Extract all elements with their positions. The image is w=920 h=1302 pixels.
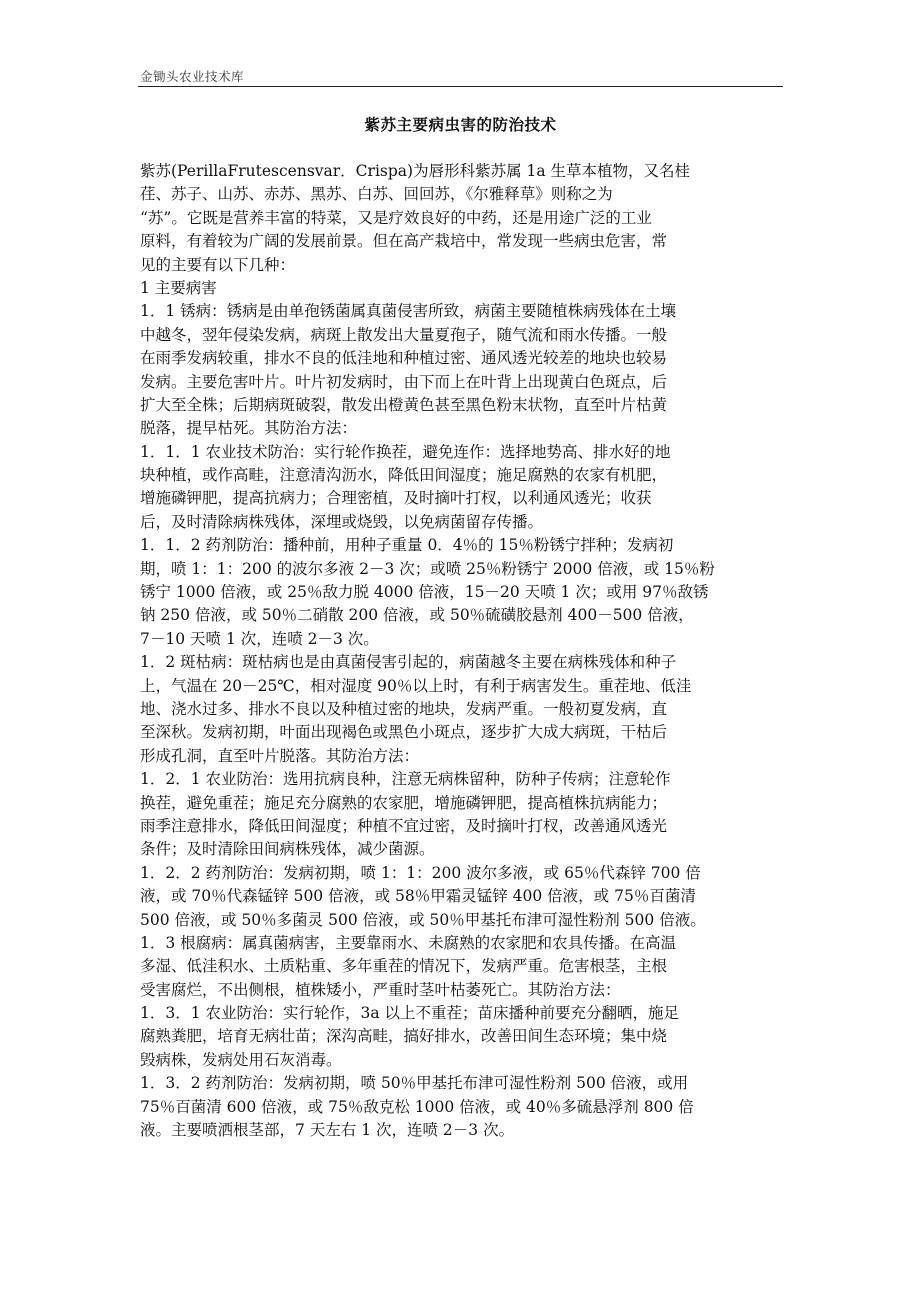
text-line: 紫苏(PerillaFrutescensvar．Crispa)为唇形科紫苏属 1a 生草本植物，又名桂 xyxy=(140,162,691,180)
text-line: 1．1．2 药剂防治：播种前，用种子重量 0．4％的 15％粉锈宁拌种；发病初 xyxy=(140,536,674,555)
text-line: 1．2．2 药剂防治：发病初期，喷 1：1：200 波尔多液，或 65％代森锌 700 倍 xyxy=(140,863,701,882)
paragraph xyxy=(140,862,790,932)
paragraph xyxy=(140,651,790,768)
text-line: 发病。主要危害叶片。叶片初发病时，由下而上在叶背上出现黄白色斑点，后 xyxy=(140,372,668,391)
text-line: 后，及时清除病株残体，深埋或烧毁，以免病菌留存传播。 xyxy=(140,512,544,531)
text-line: “苏”。它既是营养丰富的特菜，又是疗效良好的中药，还是用途广泛的工业 xyxy=(140,208,652,227)
text-line: 1．2 斑枯病：斑枯病也是由真菌侵害引起的，病菌越冬主要在病株残体和种子 xyxy=(140,653,677,672)
text-line: 在雨季发病较重，排水不良的低洼地和种植过密、通风透光较差的地块也较易 xyxy=(140,349,668,368)
text-line: 1．1．1 农业技术防治：实行轮作换茬，避免连作：选择地势高、排水好的地 xyxy=(140,442,671,461)
paragraph xyxy=(140,300,790,440)
text-line: 受害腐烂，不出侧根，植株矮小，严重时茎叶枯萎死亡。其防治方法： xyxy=(140,980,621,999)
text-line: 形成孔洞，直至叶片脱落。其防治方法： xyxy=(140,746,420,765)
text-line: 1．3 根腐病：属真菌病害，主要靠雨水、未腐熟的农家肥和农具传播。在高温 xyxy=(140,933,677,952)
paragraph xyxy=(140,932,790,1002)
text-line: 中越冬，翌年侵染发病，病斑上散发出大量夏孢子，随气流和雨水传播。一般 xyxy=(140,325,668,344)
text-line: 脱落，提早枯死。其防治方法： xyxy=(140,419,358,438)
text-line: 锈宁 1000 倍液，或 25％敌力脱 4000 倍液，15－20 天喷 1 次；或用 97％敌锈 xyxy=(140,583,709,602)
text-line: 原料，有着较为广阔的发展前景。但在高产栽培中，常发现一些病虫危害，常 xyxy=(140,232,668,251)
text-line: 腐熟粪肥，培育无病壮苗；深沟高畦，搞好排水，改善田间生态环境；集中烧 xyxy=(140,1027,668,1046)
text-line: 75％百菌清 600 倍液，或 75％敌克松 1000 倍液，或 40％多硫悬浮剂 800 倍 xyxy=(140,1097,694,1116)
text-line: 增施磷钾肥，提高抗病力；合理密植，及时摘叶打杈，以利通风透光；收获 xyxy=(140,489,652,508)
text-line: 条件；及时清除田间病株残体，减少菌源。 xyxy=(140,840,435,859)
text-line: 1 主要病害 xyxy=(140,278,217,297)
text-line: 500 倍液，或 50％多菌灵 500 倍液，或 50％甲基托布津可湿性粉剂 500 倍液。 xyxy=(140,910,706,929)
text-line: 多湿、低洼积水、土质粘重、多年重茬的情况下，发病严重。危害根茎，主根 xyxy=(140,957,668,976)
paragraph xyxy=(140,534,790,651)
text-line: 地、浇水过多、排水不良以及种植过密的地块，发病严重。一般初夏发病，直 xyxy=(140,699,668,718)
text-line: 1．2．1 农业防治：选用抗病良种，注意无病株留种，防种子传病；注意轮作 xyxy=(140,770,671,789)
text-line: 7－10 天喷 1 次，连喷 2－3 次。 xyxy=(140,629,379,648)
text-line: 荏、苏子、山苏、赤苏、黑苏、白苏、回回苏，《尔雅释草》则称之为 xyxy=(140,185,613,204)
text-line: 扩大至全株；后期病斑破裂，散发出橙黄色甚至黑色粉末状物，直至叶片枯黄 xyxy=(140,395,668,414)
text-line: 期，喷 1：1：200 的波尔多液 2－3 次；或喷 25％粉锈宁 2000 倍液，或 15％粉 xyxy=(140,559,715,578)
text-line: 液，或 70％代森锰锌 500 倍液，或 58％甲霜灵锰锌 400 倍液，或 75％百菌清 xyxy=(140,887,696,906)
text-line: 1．1 锈病：锈病是由单孢锈菌属真菌侵害所致，病菌主要随植株病残体在土壤 xyxy=(140,302,677,321)
text-line: 见的主要有以下几种： xyxy=(140,255,296,274)
text-line: 至深秋。发病初期，叶面出现褐色或黑色小斑点，逐步扩大成大病斑，干枯后 xyxy=(140,723,668,742)
text-line: 钠 250 倍液，或 50％二硝散 200 倍液，或 50％硫磺胶悬剂 400－500 倍液， xyxy=(140,606,694,625)
paragraph xyxy=(140,768,790,862)
text-line: 毁病株，发病处用石灰消毒。 xyxy=(140,1050,342,1069)
document-title: 紫苏主要病虫害的防治技术 xyxy=(364,116,557,134)
text-line: 块种植，或作高畦，注意清沟沥水，降低田间湿度；施足腐熟的农家有机肥， xyxy=(140,466,668,485)
text-line: 液。主要喷洒根茎部，7 天左右 1 次，连喷 2－3 次。 xyxy=(140,1121,515,1140)
text-line: 1．3．1 农业防治：实行轮作，3a 以上不重茬；苗床播种前要充分翻晒，施足 xyxy=(140,1004,680,1023)
document-body xyxy=(140,160,790,1142)
text-line: 上，气温在 20－25℃，相对湿度 90％以上时，有利于病害发生。重茬地、低洼 xyxy=(140,676,692,695)
text-line: 换茬，避免重茬；施足充分腐熟的农家肥，增施磷钾肥，提高植株抗病能力； xyxy=(140,793,668,812)
paragraph xyxy=(140,441,790,535)
text-line: 雨季注意排水，降低田间湿度；种植不宜过密，及时摘叶打杈，改善通风透光 xyxy=(140,816,668,835)
text-line: 1．3．2 药剂防治：发病初期，喷 50％甲基托布津可湿性粉剂 500 倍液，或用 xyxy=(140,1074,689,1093)
paragraph xyxy=(140,160,790,277)
paragraph xyxy=(140,1002,790,1072)
paragraph xyxy=(140,277,790,300)
header-text: 金锄头农业技术库 xyxy=(140,69,245,84)
page-header xyxy=(138,64,783,87)
paragraph xyxy=(140,1072,790,1142)
